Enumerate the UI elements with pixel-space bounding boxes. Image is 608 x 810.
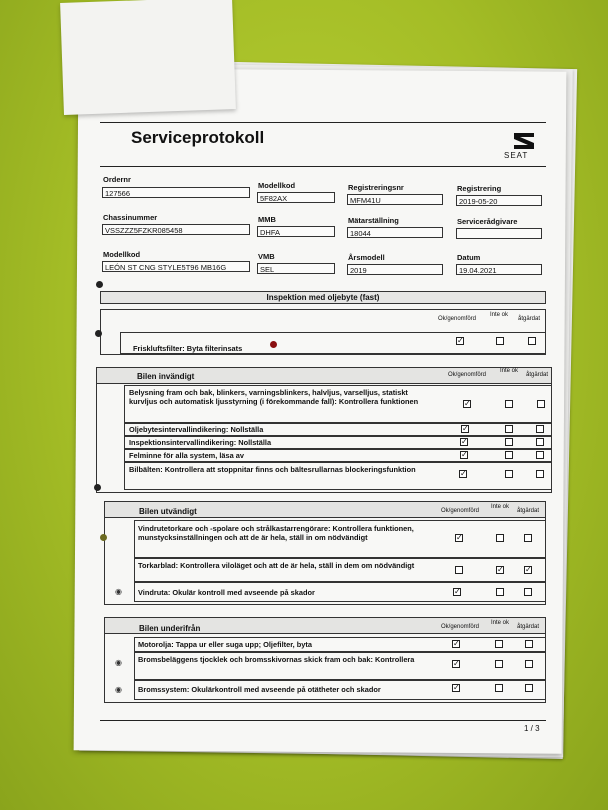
mmb-label: MMB	[258, 215, 276, 224]
eye-icon: ◉	[115, 658, 122, 667]
checkbox-ok[interactable]: ✓	[460, 469, 467, 478]
inspection-title: Inspektion med oljebyte (fast)	[100, 291, 546, 304]
checkbox-atgardat[interactable]	[525, 640, 533, 648]
checkbox-inte[interactable]	[505, 425, 513, 433]
ordernr-label: Ordernr	[103, 175, 131, 184]
vmb-label: VMB	[258, 252, 275, 261]
checkbox-atgardat[interactable]	[524, 534, 532, 542]
checkbox-ok[interactable]: ✓	[464, 399, 471, 408]
checkbox-inte[interactable]	[496, 534, 504, 542]
regnr-label: Registreringsnr	[348, 183, 404, 192]
page-number: 1 / 3	[524, 724, 540, 733]
matar-label: Mätarställning	[348, 216, 399, 225]
col-inte: Inte ok	[489, 312, 508, 318]
checkbox-ok[interactable]	[455, 566, 463, 574]
row-text: Felminne för alla system, läsa av	[129, 451, 245, 460]
checkbox-inte[interactable]	[495, 660, 503, 668]
row-text: Bilbälten: Kontrollera att stoppnitar finns och bältesrullarnas blockeringsfunktion	[129, 465, 416, 474]
checkbox-inte[interactable]: ✓	[497, 565, 504, 574]
col-atgardat: åtgärdat	[525, 372, 549, 378]
checkbox-atgardat[interactable]	[537, 400, 545, 408]
modellkod-label: Modellkod	[258, 181, 296, 190]
row-text: Oljebytesintervallindikering: Nollställa	[129, 425, 264, 434]
col-ok: Ok/genomförd	[437, 316, 477, 322]
mmb-field: DHFA	[257, 226, 335, 237]
checkbox-atgardat[interactable]	[536, 470, 544, 478]
header-top-rule	[100, 122, 546, 123]
checkbox-ok[interactable]: ✓	[461, 437, 468, 446]
ordernr-field: 127566	[102, 187, 250, 198]
registrering-label: Registrering	[457, 184, 502, 193]
brand-name: SEAT	[504, 151, 529, 160]
checkbox-ok[interactable]: ✓	[453, 639, 460, 648]
header-bottom-rule	[100, 166, 546, 167]
row-text: Vindruta: Okulär kontroll med avseende på skador	[138, 588, 315, 597]
checkbox-atgardat[interactable]	[536, 451, 544, 459]
modell-field: LEÓN ST CNG STYLE5T96 MB16G	[102, 261, 250, 272]
checkbox-inte[interactable]	[496, 337, 504, 345]
row-text: Vindrutetorkare och -spolare och strålkastarrengörare: Kontrollera funktionen, munstycksinställningen och att de är hela, ställ in om nödvändigt	[138, 524, 414, 542]
registrering-field: 2019-05-20	[456, 195, 542, 206]
checkbox-ok[interactable]: ✓	[453, 683, 460, 692]
modellkod-field: 5F82AX	[257, 192, 335, 203]
row-text: Torkarblad: Kontrollera viloläget och att de är hela, ställ in dem om nödvändigt	[138, 561, 415, 570]
col-ok: Ok/genomförd	[440, 624, 480, 630]
col-atgardat: åtgärdat	[516, 624, 540, 630]
checkbox-atgardat[interactable]: ✓	[525, 565, 532, 574]
matar-field: 18044	[347, 227, 443, 238]
red-dot-icon	[270, 341, 277, 348]
row-text: Belysning fram och bak, blinkers, varningsblinkers, halvljus, varselljus, statiskt kurvljus och automatisk ljusstyrning (i förekommande fall): Kontrollera funktionen	[129, 388, 419, 406]
checkbox-atgardat[interactable]	[536, 425, 544, 433]
checkbox-atgardat[interactable]	[525, 660, 533, 668]
datum-label: Datum	[457, 253, 481, 262]
checkbox-atgardat[interactable]	[528, 337, 536, 345]
checkbox-ok[interactable]: ✓	[453, 659, 460, 668]
chassi-label: Chassinummer	[103, 213, 158, 222]
checkbox-ok[interactable]: ✓	[462, 424, 469, 433]
punch-hole	[100, 534, 107, 541]
row-text: Bromssystem: Okulärkontroll med avseende på otätheter och skador	[138, 685, 381, 694]
checkbox-inte[interactable]	[505, 451, 513, 459]
radgivare-label: Servicerådgivare	[457, 217, 518, 226]
footer-rule	[100, 720, 546, 721]
checkbox-inte[interactable]	[505, 470, 513, 478]
row-text: Motorolja: Tappa ur eller suga upp; Oljefilter, byta	[138, 640, 312, 649]
checkbox-ok[interactable]: ✓	[457, 336, 464, 345]
col-atgardat: åtgärdat	[517, 316, 541, 322]
checkbox-atgardat[interactable]	[536, 438, 544, 446]
punch-hole	[96, 281, 103, 288]
radgivare-field	[456, 228, 542, 239]
col-ok: Ok/genomförd	[440, 508, 480, 514]
checkbox-ok[interactable]: ✓	[456, 533, 463, 542]
checkbox-inte[interactable]	[505, 438, 513, 446]
regnr-field: MFM41U	[347, 194, 443, 205]
eye-icon: ◉	[115, 685, 122, 694]
checkbox-atgardat[interactable]	[525, 684, 533, 692]
page-title: Serviceprotokoll	[131, 128, 265, 147]
checkbox-inte[interactable]	[495, 640, 503, 648]
col-ok: Ok/genomförd	[447, 372, 487, 378]
datum-field: 19.04.2021	[456, 264, 542, 275]
vmb-field: SEL	[257, 263, 335, 274]
row-text: Inspektionsintervallindikering: Nollställa	[129, 438, 272, 447]
checkbox-inte[interactable]	[496, 588, 504, 596]
checkbox-inte[interactable]	[505, 400, 513, 408]
row-text: Bromsbeläggens tjocklek och bromsskivornas skick fram och bak: Kontrollera	[138, 655, 415, 664]
chassi-field: VSSZZZ5FZKR085458	[102, 224, 250, 235]
punch-hole	[94, 484, 101, 491]
eye-icon: ◉	[115, 587, 122, 596]
col-inte: Inte ok	[490, 620, 509, 626]
row-text: Friskluftsfilter: Byta filterinsats	[133, 344, 243, 353]
checkbox-ok[interactable]: ✓	[454, 587, 461, 596]
utvandigt-title: Bilen utvändigt	[139, 507, 197, 516]
modell-label: Modellkod	[103, 250, 141, 259]
checkbox-atgardat[interactable]	[524, 588, 532, 596]
arsmodell-label: Årsmodell	[348, 253, 385, 262]
checkbox-ok[interactable]: ✓	[461, 450, 468, 459]
invandigt-title: Bilen invändigt	[137, 372, 195, 381]
checkbox-inte[interactable]	[495, 684, 503, 692]
underifran-title: Bilen underifrån	[139, 624, 201, 633]
punch-hole	[95, 330, 102, 337]
col-atgardat: åtgärdat	[516, 508, 540, 514]
arsmodell-field: 2019	[347, 264, 443, 275]
col-inte: Inte ok	[499, 368, 518, 374]
col-inte: Inte ok	[490, 504, 509, 510]
receipt-slip	[60, 0, 236, 115]
